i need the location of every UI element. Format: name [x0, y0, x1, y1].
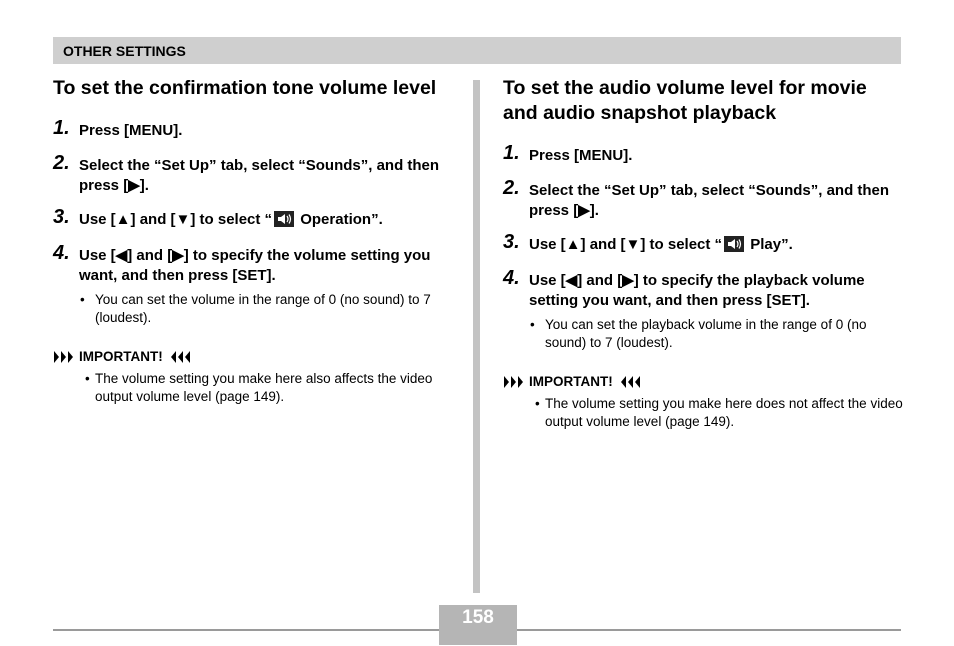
- triple-chevron-right-icon: [53, 350, 75, 364]
- left-step-4: [53, 242, 453, 286]
- step-text: Press [MENU].: [79, 122, 183, 139]
- step-text-post: Operation”.: [296, 211, 383, 228]
- page-number: 158: [462, 607, 494, 628]
- step-number: 2.: [53, 152, 70, 174]
- speaker-icon: [274, 211, 294, 227]
- left-important-header: [53, 348, 453, 366]
- step-number: 4.: [503, 267, 520, 289]
- section-title: OTHER SETTINGS: [63, 43, 186, 59]
- left-column: [53, 76, 453, 406]
- right-step-3: [503, 231, 903, 255]
- right-title: To set the audio volume level for movie and audio snapshot playback: [503, 77, 867, 124]
- step-number: 2.: [503, 177, 520, 199]
- important-label: IMPORTANT!: [529, 374, 613, 389]
- left-step-1: [53, 117, 453, 141]
- important-note-text: The volume setting you make here does not affect the video output volume level (page 149).: [545, 396, 903, 429]
- bullet-text: You can set the playback volume in the range of 0 (no sound) to 7 (loudest).: [545, 317, 867, 350]
- bullet-text: You can set the volume in the range of 0 (no sound) to 7 (loudest).: [95, 292, 431, 325]
- left-title: To set the confirmation tone volume level: [53, 77, 437, 99]
- right-step-1: [503, 142, 903, 166]
- triple-chevron-left-icon: [169, 350, 191, 364]
- step-text-post: Play”.: [746, 236, 793, 253]
- step-text-pre: Use [▲] and [▼] to select “: [529, 236, 723, 253]
- right-column: [503, 76, 903, 431]
- triple-chevron-right-icon: [503, 375, 525, 389]
- triple-chevron-left-icon: [619, 375, 641, 389]
- step-number: 1.: [53, 117, 70, 139]
- column-divider: [473, 80, 480, 593]
- page-number-box: [439, 605, 517, 645]
- right-step-2: [503, 177, 903, 221]
- right-bullet: • You can set the playback volume in the range of 0 (no sound) to 7 (loudest).: [530, 317, 867, 350]
- step-text: Select the “Set Up” tab, select “Sounds”, and then press [▶].: [79, 157, 440, 194]
- step-number: 1.: [503, 142, 520, 164]
- step-text-pre: Use [▲] and [▼] to select “: [79, 211, 273, 228]
- step-text: Use [◀] and [▶] to specify the playback volume setting you want, and then press [SET].: [529, 272, 865, 309]
- step-text: Select the “Set Up” tab, select “Sounds”, and then press [▶].: [529, 182, 890, 219]
- step-number: 4.: [53, 242, 70, 264]
- left-important-note: • The volume setting you make here also affects the video output volume level (page 149).: [85, 371, 433, 404]
- step-number: 3.: [53, 206, 70, 228]
- left-step-3: [53, 206, 453, 230]
- important-label: IMPORTANT!: [79, 349, 163, 364]
- step-text: Press [MENU].: [529, 147, 633, 164]
- right-step-4: [503, 267, 903, 311]
- step-number: 3.: [503, 231, 520, 253]
- speaker-icon: [724, 236, 744, 252]
- right-important-note: • The volume setting you make here does not affect the video output volume level (page 149).: [535, 396, 903, 429]
- right-important-header: [503, 373, 903, 391]
- left-step-2: [53, 152, 453, 196]
- step-text: Use [◀] and [▶] to specify the volume setting you want, and then press [SET].: [79, 247, 431, 284]
- section-header: [53, 37, 901, 64]
- important-note-text: The volume setting you make here also affects the video output volume level (page 149).: [95, 371, 433, 404]
- left-bullet: • You can set the volume in the range of 0 (no sound) to 7 (loudest).: [80, 292, 431, 325]
